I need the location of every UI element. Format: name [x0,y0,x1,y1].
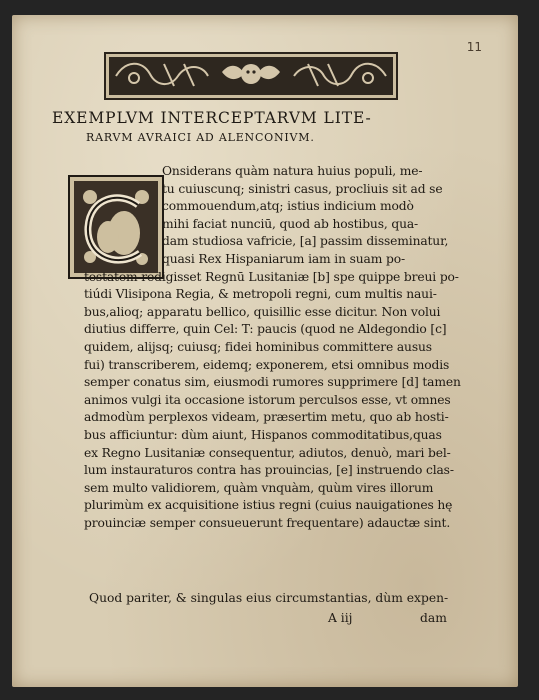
folio-number: 11 [466,40,482,54]
body-line-21: prouinciæ semper consueuerunt frequentare) adauctæ sint. [84,516,451,530]
ornamental-headpiece [104,52,398,100]
body-line-12: fui) transcriberem, eidemq; exponerem, etsi omnibus modis [84,358,450,372]
book-page [12,15,518,687]
body-line-6: quasi Rex Hispaniarum iam in suam po- [162,252,405,266]
body-line-5: dam studiosa vafricie, [a] passim disseminatur, [162,234,449,248]
catchword: dam [420,611,447,625]
body-line-11: quidem, alijsq; cuiusq; fidei hominibus committere ausus [84,340,432,354]
body-line-10: diutius differre, quin Cel: T: paucis (quod ne Aldegondio [c] [84,322,447,336]
headpiece-ornament-icon [104,52,398,100]
heading-line-1: EXEMPLVM INTERCEPTARVM LITE- [52,109,372,127]
decorated-initial-c [68,175,164,279]
body-line-2: tu cuiuscunq; sinistri casus, procliuis sit ad se [162,182,443,196]
body-line-19: sem multo validiorem, quàm vnquàm, quùm vires illorum [84,481,434,495]
body-line-8: tiúdi Vlisipona Regia, & metropoli regni, cum multis naui- [84,287,437,301]
body-line-20: plurimùm ex acquisitione istius regni (cuius nauigationes hę [84,498,453,512]
body-line-18: lum instauraturos contra has prouincias, [e] instruendo clas- [84,463,454,477]
initial-letter-c-icon [68,175,164,279]
signature-mark: A iij [328,611,353,625]
body-line-17: ex Regno Lusitaniæ consequentur, adiutos, denuò, mari bel- [84,446,451,460]
body-line-13: semper conatus sim, eiusmodi rumores supprimere [d] tamen [84,375,461,389]
body-line-15: admodùm perplexos videam, præsertim metu, quo ab hosti- [84,410,449,424]
body-line-1: Onsiderans quàm natura huius populi, me- [162,164,423,178]
heading-line-2: RARVM AVRAICI AD ALENCONIVM. [86,131,315,144]
body-line-16: bus afficiuntur: dùm aiunt, Hispanos commoditatibus,quas [84,428,442,442]
body-line-3: commouendum,atq; istius indicium modò [162,199,414,213]
continuation-line: Quod pariter, & singulas eius circumstantias, dùm expen- [89,591,449,605]
body-line-4: mihi faciat nunciū, quod ab hostibus, qua- [162,217,419,231]
body-line-9: bus,alioq; apparatu bellico, quisillic esse dicitur. Non volui [84,305,441,319]
body-line-7: testatem redigisset Regnū Lusitaniæ [b] spe quippe breui po- [84,270,459,284]
body-line-14: animos vulgi ita occasione istorum perculsos esse, vt omnes [84,393,451,407]
